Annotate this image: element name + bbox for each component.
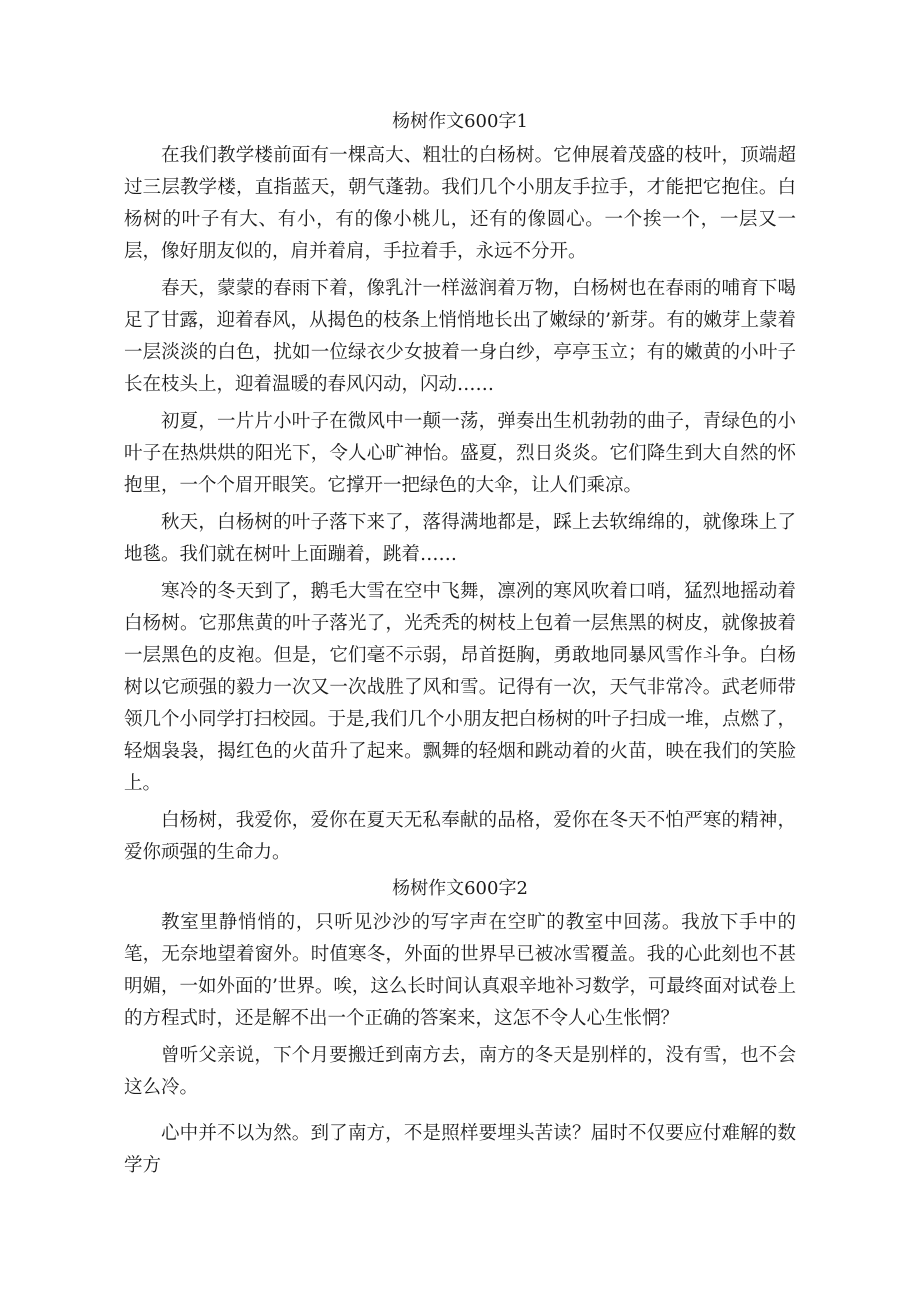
essay-1-title: 杨树作文600字1 (392, 111, 528, 132)
document-body (124, 108, 796, 1187)
essay-1-paragraph-3: 初夏，一片片小叶子在微风中一颠一荡，弹奏出生机勃勃的曲子，青绿色的小叶子在热烘烘的阳光下，令人心旷神怡。盛夏，烈日炎炎。它们降生到大自然的怀抱里，一个个眉开眼笑。它撑开一把绿色的大伞，让人们乘凉。 (124, 411, 796, 496)
essay-2-paragraph-3: 心中并不以为然。到了南方，不是照样要埋头苦读？届时不仅要应付难解的数学方 (124, 1123, 796, 1176)
essay-1-paragraph-1: 在我们教学楼前面有一棵高大、粗壮的白杨树。它伸展着茂盛的枝叶，顶端超过三层教学楼，直指蓝天，朝气蓬勃。我们几个小朋友手拉手，才能把它抱住。白杨树的叶子有大、有小，有的像小桃儿，还有的像圆心。一个挨一个，一层又一层，像好朋友似的，肩并着肩，手拉着手，永远不分开。 (124, 145, 796, 262)
essay-1-paragraph-4: 秋天，白杨树的叶子落下来了，落得满地都是，踩上去软绵绵的，就像珠上了地毯。我们就在树叶上面蹦着，跳着…… (124, 512, 796, 565)
essay-1-paragraph-6: 白杨树，我爱你，爱你在夏天无私奉献的品格，爱你在冬天不怕严寒的精神，爱你顽强的生命力。 (124, 810, 796, 863)
essay-2-paragraph-2: 曾听父亲说，下个月要搬迁到南方去，南方的冬天是别样的，没有雪，也不会这么冷。 (124, 1045, 796, 1098)
essay-1-paragraph-5: 寒冷的冬天到了，鹅毛大雪在空中飞舞，凛冽的寒风吹着口哨，猛烈地摇动着白杨树。它那焦黄的叶子落光了，光秃秃的树枝上包着一层焦黑的树皮，就像披着一层黑色的皮袍。但是，它们毫不示弱，昂首挺胸，勇敢地同暴风雪作斗争。白杨树以它顽强的毅力一次又一次战胜了风和雪。记得有一次，天气非常冷。武老师带领几个小同学打扫校园。于是,我们几个小朋友把白杨树的叶子扫成一堆，点燃了，轻烟袅袅，揭红色的火苗升了起来。飘舞的轻烟和跳动着的火苗，映在我们的笑脸上。 (124, 581, 796, 794)
essay-1-paragraph-2: 春天，蒙蒙的春雨下着，像乳汁一样滋润着万物，白杨树也在春雨的哺育下喝足了甘露，迎着春风，从揭色的枝条上悄悄地长出了嫩绿的’新芽。有的嫩芽上蒙着一层淡淡的白色，扰如一位绿衣少女披着一身白纱，亭亭玉立；有的嫩黄的小叶子长在枝头上，迎着温暖的春风闪动，闪动…… (124, 278, 796, 395)
essay-2-title: 杨树作文600字2 (392, 878, 528, 899)
essay-2-paragraph-1: 教室里静悄悄的，只听见沙沙的写字声在空旷的教室中回荡。我放下手中的笔，无奈地望着窗外。时值寒冬，外面的世界早已被冰雪覆盖。我的心此刻也不甚明媚，一如外面的’世界。唉，这么长时间认真艰辛地补习数学，可最终面对试卷上的方程式时，还是解不出一个正确的答案来，这怎不令人心生怅惘？ (124, 912, 796, 1029)
